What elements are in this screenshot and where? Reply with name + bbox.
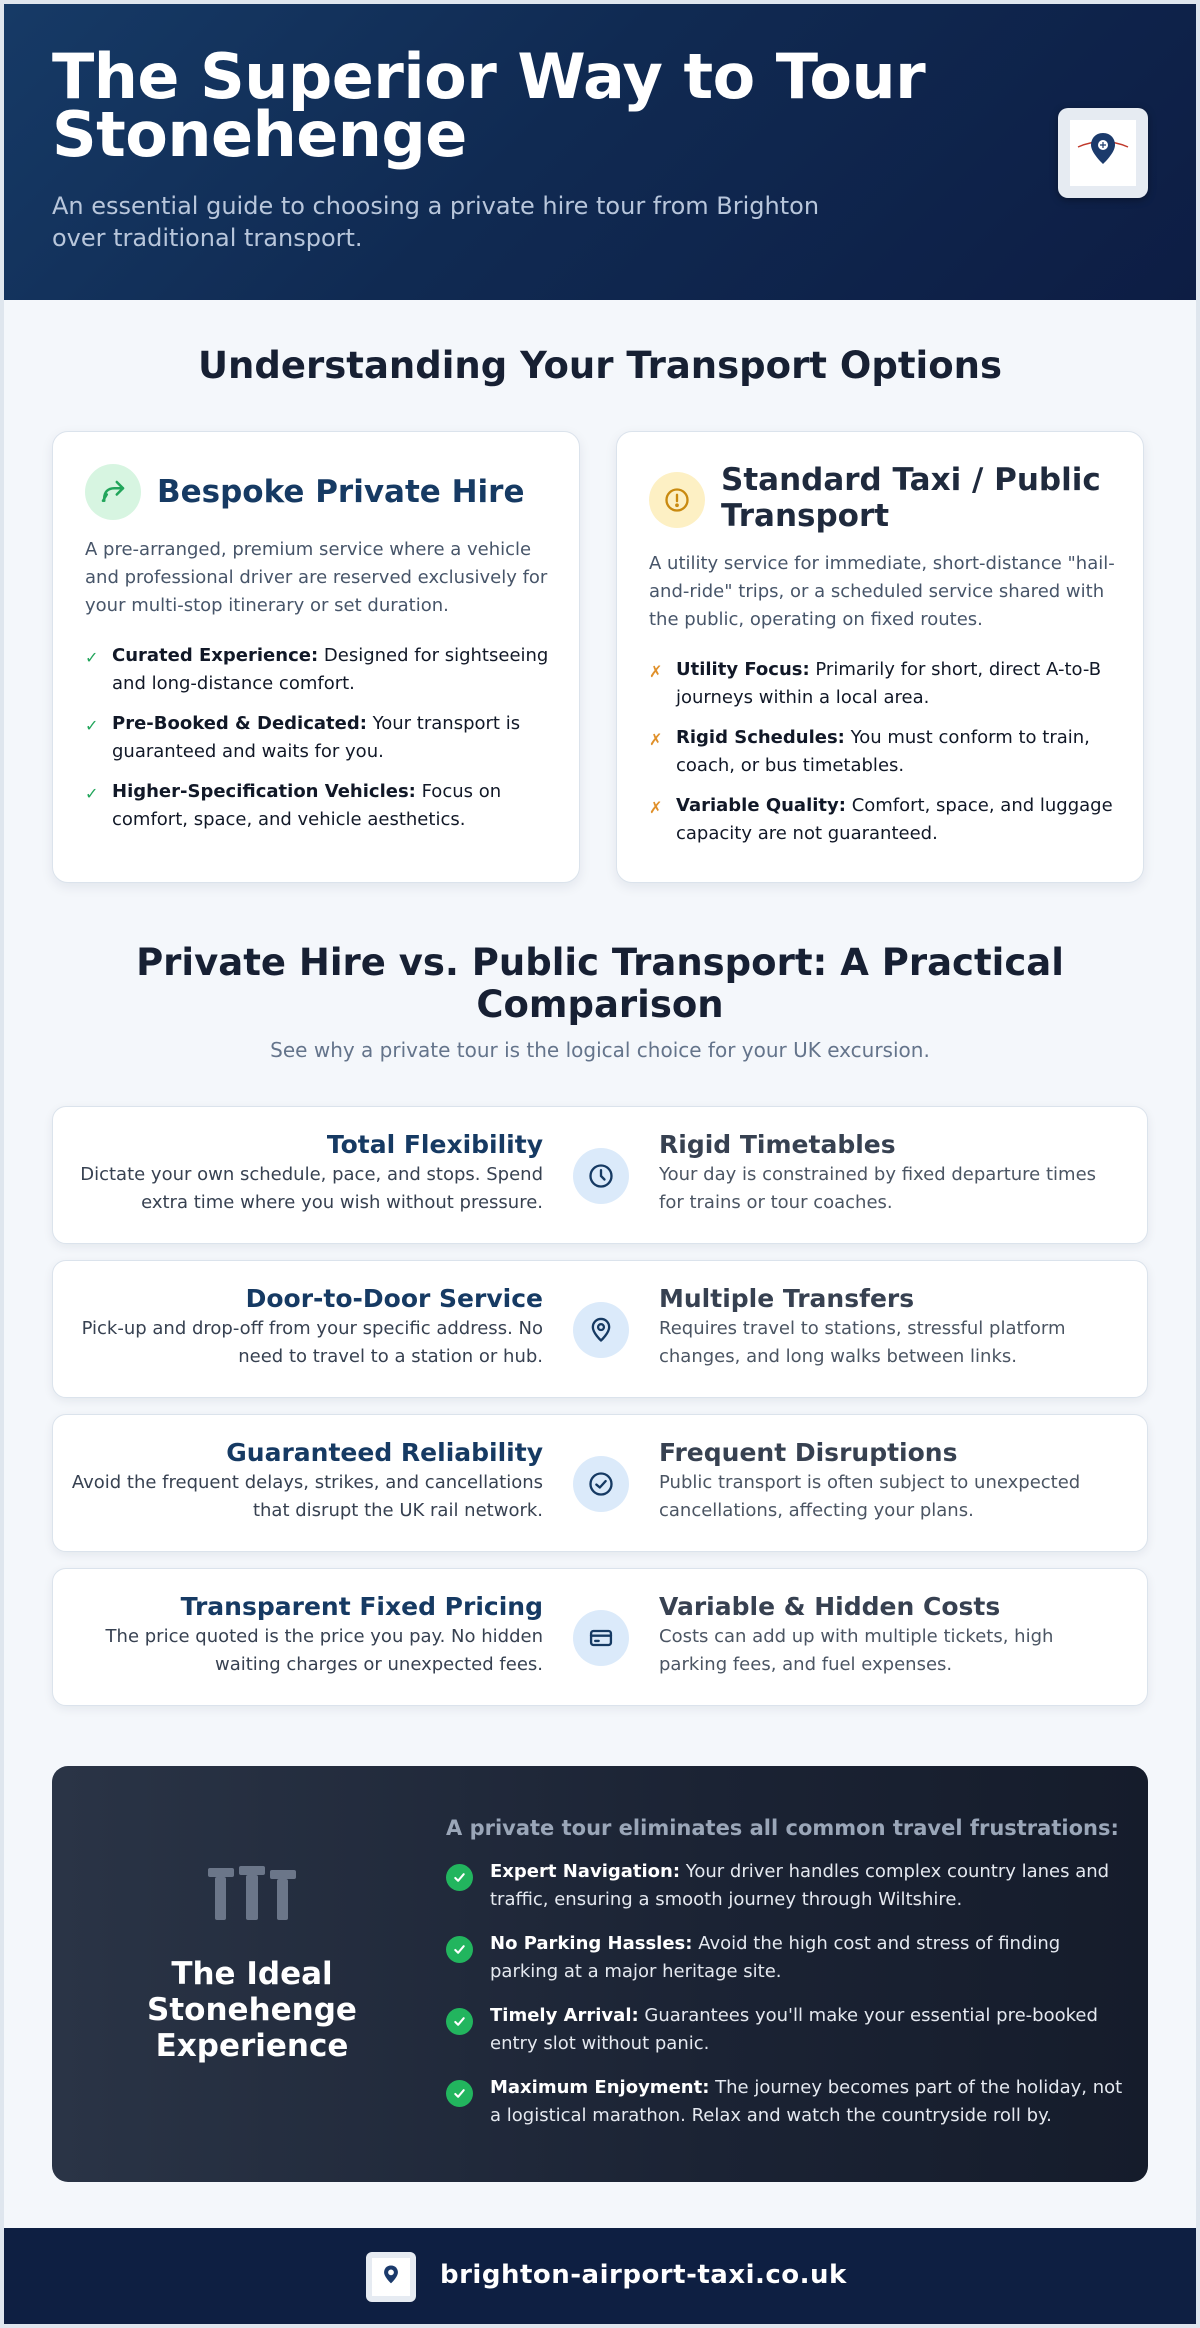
private-hire-description: A pre-arranged, premium service where a vehicle and professional driver are reserved exclusively for your multi-stop itinerary or set duration. — [85, 539, 548, 616]
check-circle-icon — [446, 2080, 473, 2107]
clock-icon — [573, 1148, 629, 1204]
private-hire-points — [85, 642, 557, 846]
list-item — [446, 2002, 1126, 2058]
list-item — [446, 1858, 1126, 1914]
item-text: The journey becomes part of the holiday, not a logistical marathon. Relax and watch the countryside roll by. — [490, 2077, 1123, 2126]
point-text: Your transport is guaranteed and waits for you. — [112, 713, 521, 762]
point-label: Utility Focus: — [676, 659, 810, 680]
map-pin-icon — [573, 1302, 629, 1358]
pro-title: Total Flexibility — [326, 1130, 543, 1159]
share-arrow-icon — [85, 464, 141, 520]
con-title: Rigid Timetables — [659, 1130, 896, 1159]
standard-transport-description: A utility service for immediate, short-distance "hail-and-ride" trips, or a scheduled service shared with the public, operating on fixed routes. — [649, 553, 1115, 630]
footer-logo — [366, 2252, 416, 2302]
item-text: Avoid the high cost and stress of finding parking at a major heritage site. — [490, 1933, 1061, 1982]
con-title: Multiple Transfers — [659, 1284, 915, 1313]
brand-logo — [1058, 108, 1148, 198]
con-title: Frequent Disruptions — [659, 1438, 958, 1467]
point-text: Comfort, space, and luggage capacity are not guaranteed. — [676, 795, 1113, 844]
con-title: Variable & Hidden Costs — [659, 1592, 1001, 1621]
point-text: Primarily for short, direct A-to-B journeys within a local area. — [676, 659, 1102, 708]
credit-card-icon — [573, 1610, 629, 1666]
ideal-experience-list — [446, 1858, 1126, 2146]
list-item — [649, 792, 1121, 848]
footer — [4, 2228, 1196, 2328]
point-text: Focus on comfort, space, and vehicle aesthetics. — [112, 781, 502, 830]
point-label: Pre-Booked & Dedicated: — [112, 713, 367, 734]
point-label: Higher-Specification Vehicles: — [112, 781, 416, 802]
ideal-experience-heading: A private tour eliminates all common travel frustrations: — [446, 1816, 1119, 1840]
list-item — [446, 1930, 1126, 1986]
check-circle-icon — [446, 2008, 473, 2035]
standard-transport-title: Standard Taxi / Public Transport — [721, 462, 1101, 534]
pro-title: Guaranteed Reliability — [226, 1438, 543, 1467]
check-circle-icon — [446, 1936, 473, 1963]
list-item — [649, 724, 1121, 780]
ideal-experience-panel — [52, 1766, 1148, 2182]
cross-icon: ✗ — [649, 798, 663, 817]
comparison-row-flexibility — [52, 1106, 1148, 1244]
pro-text: Dictate your own schedule, pace, and stops. Spend extra time where you wish without pressure. — [80, 1164, 543, 1213]
item-label: No Parking Hassles: — [490, 1933, 693, 1954]
private-hire-title: Bespoke Private Hire — [157, 474, 525, 510]
page-subtitle: An essential guide to choosing a private hire tour from Brighton over traditional transport. — [52, 192, 820, 252]
comparison-section-subtitle: See why a private tour is the logical choice for your UK excursion. — [270, 1038, 930, 1062]
pro-text: Avoid the frequent delays, strikes, and cancellations that disrupt the UK rail network. — [71, 1472, 543, 1521]
comparison-section-title: Private Hire vs. Public Transport: A Practical Comparison — [136, 941, 1064, 1026]
point-text: You must conform to train, coach, or bus timetables. — [676, 727, 1090, 776]
list-item — [649, 656, 1121, 712]
alert-circle-icon — [649, 472, 705, 528]
comparison-row-pricing — [52, 1568, 1148, 1706]
pro-text: The price quoted is the price you pay. No hidden waiting charges or unexpected fees. — [105, 1626, 543, 1675]
pro-text: Pick-up and drop-off from your specific address. No need to travel to a station or hub. — [81, 1318, 543, 1367]
footer-website-link[interactable]: brighton-airport-taxi.co.uk — [440, 2260, 847, 2290]
con-text: Requires travel to stations, stressful platform changes, and long walks between links. — [659, 1318, 1066, 1367]
check-icon: ✓ — [85, 716, 99, 735]
check-circle-icon — [573, 1456, 629, 1512]
logo-pin-icon — [372, 2258, 410, 2296]
pro-title: Door-to-Door Service — [245, 1284, 543, 1313]
point-label: Variable Quality: — [676, 795, 846, 816]
standard-transport-points — [649, 656, 1121, 860]
item-text: Guarantees you'll make your essential pre-booked entry slot without panic. — [490, 2005, 1098, 2054]
item-label: Maximum Enjoyment: — [490, 2077, 710, 2098]
ideal-experience-title: The Ideal Stonehenge Experience — [147, 1956, 357, 2064]
point-label: Curated Experience: — [112, 645, 319, 666]
cross-icon: ✗ — [649, 730, 663, 749]
check-icon: ✓ — [85, 784, 99, 803]
list-item — [85, 778, 557, 834]
page-title: The Superior Way to Tour Stonehenge — [52, 40, 926, 171]
logo-pin-icon — [1070, 120, 1136, 186]
list-item — [446, 2074, 1126, 2130]
con-text: Costs can add up with multiple tickets, high parking fees, and fuel expenses. — [659, 1626, 1054, 1675]
list-item — [85, 642, 557, 698]
con-text: Your day is constrained by fixed departure times for trains or tour coaches. — [659, 1164, 1097, 1213]
list-item — [85, 710, 557, 766]
check-icon: ✓ — [85, 648, 99, 667]
standard-transport-card — [616, 431, 1144, 883]
options-section-title: Understanding Your Transport Options — [198, 344, 1002, 387]
item-label: Expert Navigation: — [490, 1861, 681, 1882]
cross-icon: ✗ — [649, 662, 663, 681]
pro-title: Transparent Fixed Pricing — [180, 1592, 543, 1621]
item-label: Timely Arrival: — [490, 2005, 639, 2026]
header-banner — [4, 4, 1196, 300]
stonehenge-icon — [206, 1866, 298, 1926]
comparison-row-reliability — [52, 1414, 1148, 1552]
point-label: Rigid Schedules: — [676, 727, 845, 748]
check-circle-icon — [446, 1864, 473, 1891]
comparison-row-door-to-door — [52, 1260, 1148, 1398]
con-text: Public transport is often subject to unexpected cancellations, affecting your plans. — [659, 1472, 1081, 1521]
item-text: Your driver handles complex country lanes and traffic, ensuring a smooth journey through Wiltshire. — [490, 1861, 1110, 1910]
private-hire-card — [52, 431, 580, 883]
point-text: Designed for sightseeing and long-distance comfort. — [112, 645, 549, 694]
